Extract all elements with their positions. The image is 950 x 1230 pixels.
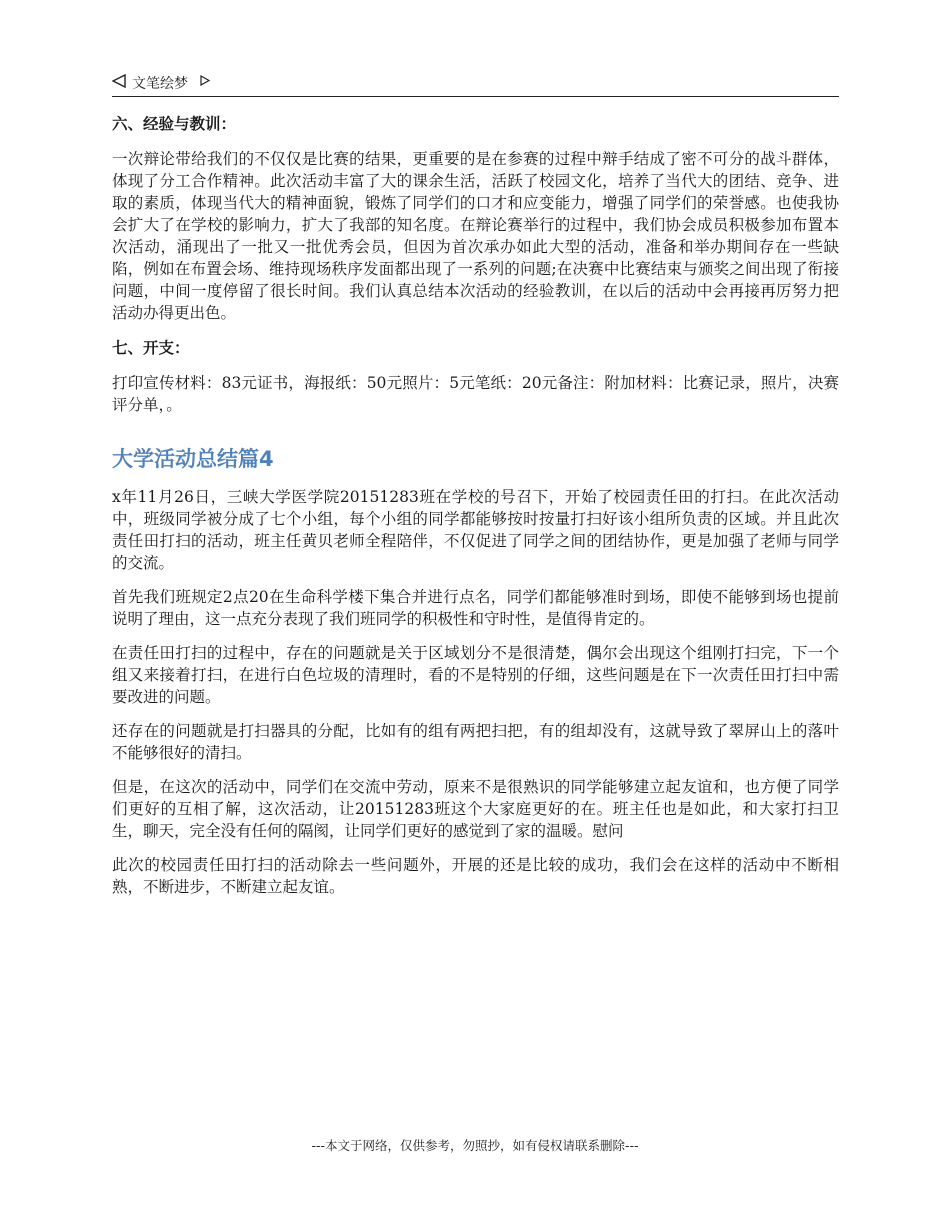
paragraph-4: 还存在的问题就是打扫器具的分配，比如有的组有两把扫把，有的组却没有，这就导致了翠屏山上的落叶不能够很好的清扫。 [112,722,839,762]
paragraph-5: 但是，在这次的活动中，同学们在交流中劳动，原来不是很熟识的同学能够建立起友谊和，也方便了同学们更好的互相了解，这次活动，让20151283班这个大家庭更好的在。班主任也是如此，和大家打扫卫生，聊天，完全没有任何的隔阂，让同学们更好的感觉到了家的温暖。慰问 [112,778,839,840]
document-body [112,112,839,910]
left-triangle-icon [112,74,126,88]
section-heading-experience: 六、经验与教训： [112,115,237,133]
article-title: 大学活动总结篇4 [112,447,274,471]
paragraph-6: 此次的校园责任田打扫的活动除去一些问题外，开展的还是比较的成功，我们会在这样的活动中不断相熟，不断进步，不断建立起友谊。 [112,856,839,896]
page-header [112,70,839,97]
paragraph-experience: 一次辩论带给我们的不仅仅是比赛的结果，更重要的是在参赛的过程中辩手结成了密不可分的战斗群体，体现了分工合作精神。此次活动丰富了大的课余生活，活跃了校园文化，培养了当代大的团结、竞争、进取的素质，体现当代大的精神面貌，锻炼了同学们的口才和应变能力，增强了同学们的荣誉感。也使我协会扩大了在学校的影响力，扩大了我部的知名度。在辩论赛举行的过程中，我们协会成员积极参加布置本次活动，涌现出了一批又一批优秀会员，但因为首次承办如此大型的活动，准备和举办期间存在一些缺陷，例如在布置会场、维持现场秩序发面都出现了一系列的问题;在决赛中比赛结束与颁奖之间出现了衔接问题，中间一度停留了很长时间。我们认真总结本次活动的经验教训，在以后的活动中会再接再厉努力把活动办得更出色。 [112,150,839,322]
section-heading-expenses: 七、开支： [112,339,190,357]
footer-disclaimer: ---本文于网络，仅供参考，勿照抄，如有侵权请联系删除--- [311,1138,639,1153]
brand-label: 文笔绘梦 [132,76,188,92]
paragraph-1: x年11月26日，三峡大学医学院20151283班在学校的号召下，开始了校园责任田的打扫。在此次活动中，班级同学被分成了七个小组，每个小组的同学都能够按时按量打扫好该小组所负责的区域。并且此次责任田打扫的活动，班主任黄贝老师全程陪伴，不仅促进了同学之间的团结协作，更是加强了老师与同学的交流。 [112,488,839,572]
right-triangle-icon [200,75,210,86]
paragraph-3: 在责任田打扫的过程中，存在的问题就是关于区域划分不是很清楚，偶尔会出现这个组刚打扫完，下一个组又来接着打扫，在进行白色垃圾的清理时，看的不是特别的仔细，这些问题是在下一次责任田打扫中需要改进的问题。 [112,644,839,706]
paragraph-2: 首先我们班规定2点20在生命科学楼下集合并进行点名，同学们都能够准时到场，即使不能够到场也提前说明了理由，这一点充分表现了我们班同学的积极性和守时性，是值得肯定的。 [112,588,839,628]
paragraph-expenses: 打印宣传材料：83元证书，海报纸：50元照片：5元笔纸：20元备注：附加材料：比赛记录，照片，决赛评分单，。 [112,374,839,414]
